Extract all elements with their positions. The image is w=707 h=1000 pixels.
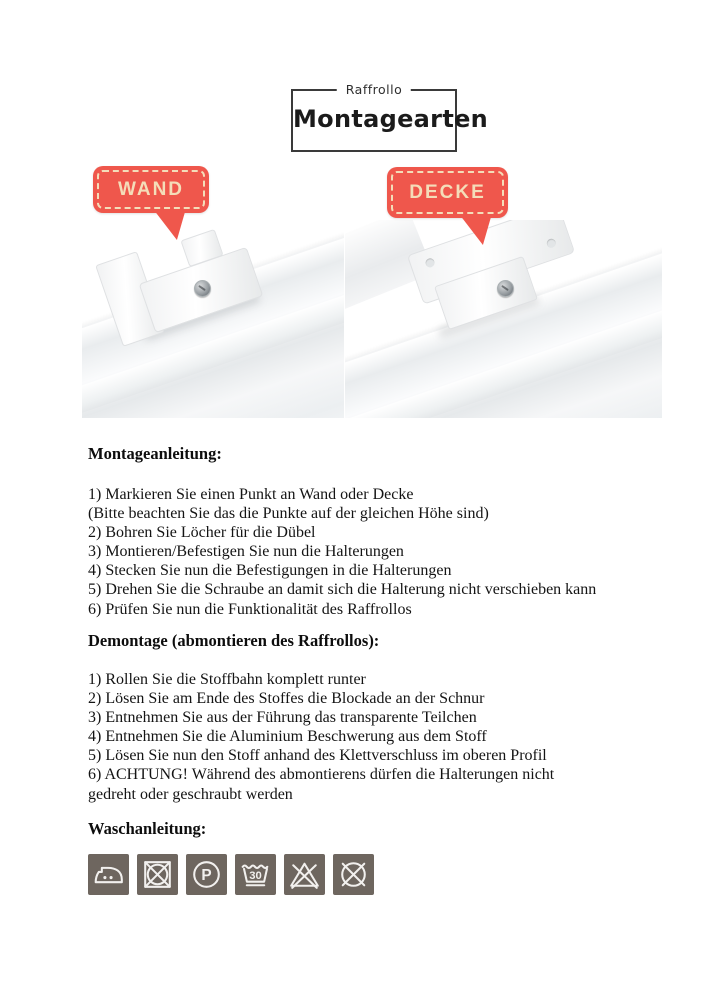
montage-step: 1) Markieren Sie einen Punkt an Wand oder Decke (88, 486, 414, 503)
wash-30-icon (235, 854, 276, 895)
ceiling-label-bubble (387, 167, 508, 218)
demontage-step: gedreht oder geschraubt werden (88, 785, 293, 803)
demontage-step: 1) Rollen Sie die Stoffbahn komplett runter (88, 671, 366, 688)
wall-label: WAND (117, 178, 185, 200)
wash-temperature: 30 (249, 870, 262, 883)
wasch-section (88, 819, 688, 895)
wall-label-bubble (93, 166, 209, 213)
demontage-heading: Demontage (abmontieren des Raffrollos): (88, 631, 380, 650)
care-symbols-row (88, 854, 688, 895)
montage-step: 5) Drehen Sie die Schraube an damit sich die Halterung nicht verschieben kann (88, 581, 597, 599)
dry-clean-p-icon (186, 854, 227, 895)
dry-clean-letter: P (201, 867, 212, 885)
montage-step: (Bitte beachten Sie das die Punkte auf der gleichen Höhe sind) (88, 505, 489, 523)
demontage-section (88, 631, 688, 804)
ceiling-mount-photo (345, 220, 662, 418)
demontage-step: 6) ACHTUNG! Während des abmontierens dürfen die Halterungen nicht (88, 766, 555, 784)
demontage-step: 3) Entnehmen Sie aus der Führung das transparente Teilchen (88, 709, 477, 727)
bracket-screw (497, 280, 514, 297)
demontage-step: 5) Lösen Sie nun den Stoff anhand des Klettverschluss im oberen Profil (88, 747, 547, 765)
page-title: Montagearten (293, 105, 489, 133)
bubble-body (93, 166, 209, 213)
bracket-screw (194, 280, 211, 297)
demontage-step: 4) Entnehmen Sie die Aluminium Beschwerung aus dem Stoff (88, 728, 487, 746)
do-not-dry-clean-icon (333, 854, 374, 895)
montage-step: 2) Bohren Sie Löcher für die Dübel (88, 524, 316, 542)
bubble-body (387, 167, 508, 218)
brand-logo-box (291, 82, 489, 152)
iron-medium-icon (88, 854, 129, 895)
montage-step: 6) Prüfen Sie nun die Funktionalität des Raffrollos (88, 600, 412, 618)
do-not-tumble-dry-icon (137, 854, 178, 895)
do-not-bleach-icon (284, 854, 325, 895)
montage-heading: Montageanleitung: (88, 444, 222, 463)
brand-name: Raffrollo (337, 82, 411, 97)
wall-mount-photo (82, 220, 344, 418)
demontage-step: 2) Lösen Sie am Ende des Stoffes die Blockade an der Schnur (88, 690, 485, 708)
montage-steps (88, 485, 688, 619)
screw-hole (424, 257, 435, 268)
screw-hole (546, 238, 557, 249)
wasch-heading: Waschanleitung: (88, 819, 207, 838)
montage-step: 4) Stecken Sie nun die Befestigungen in die Halterungen (88, 562, 452, 580)
montage-section (88, 444, 688, 619)
demontage-steps (88, 670, 688, 804)
ceiling-label: DECKE (409, 181, 486, 203)
montage-step: 3) Montieren/Befestigen Sie nun die Halterungen (88, 543, 404, 561)
